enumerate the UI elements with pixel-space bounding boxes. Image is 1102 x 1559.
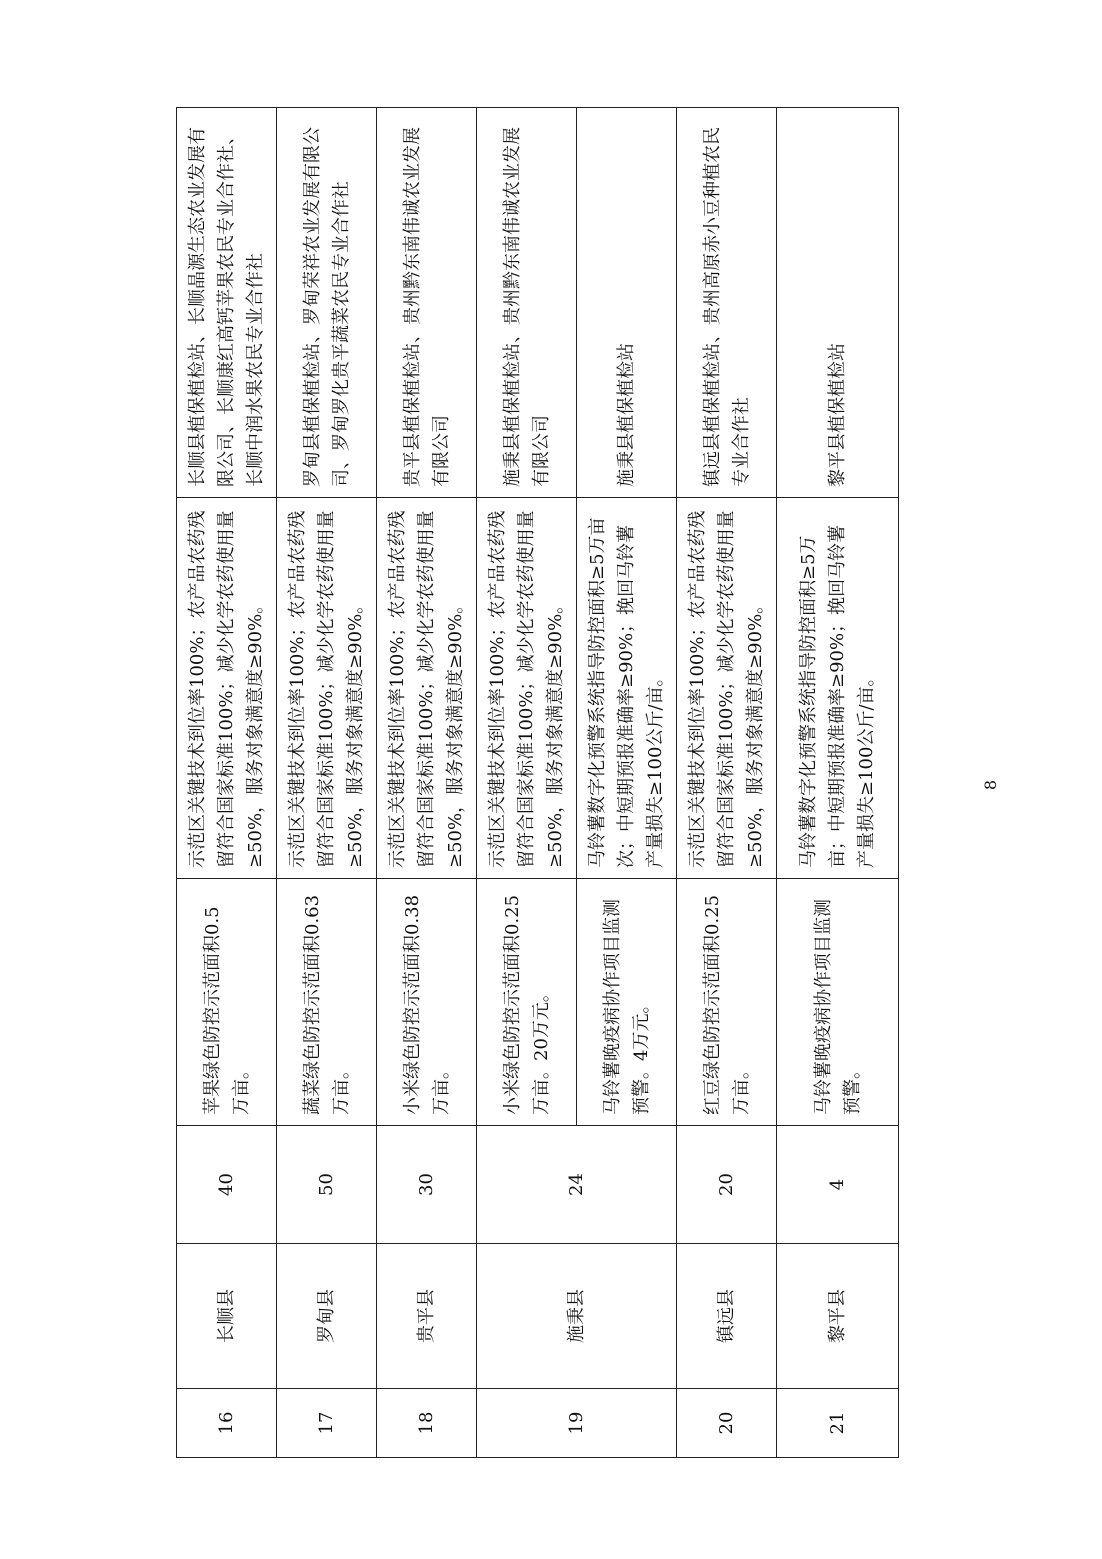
cell-units: 施秉县植保植检站、贵州黔东南伟诚农业发展有限公司 [477, 108, 577, 498]
cell-content: 蔬菜绿色防控示范面积0.63万亩。 [277, 879, 377, 1126]
rotated-table-region [176, 108, 898, 1458]
table-rotator [176, 108, 898, 1458]
cell-content: 苹果绿色防控示范面积0.5万亩。 [177, 879, 277, 1126]
cell-amount: 40 [177, 1126, 277, 1244]
cell-amount: 20 [677, 1126, 777, 1244]
cell-target: 示范区关键技术到位率100%；农产品农药残留符合国家标准100%；减少化学农药使用量≥50%，服务对象满意度≥90%。 [477, 498, 577, 879]
cell-content: 小米绿色防控示范面积0.38万亩。 [377, 879, 477, 1126]
cell-units: 罗甸县植保植检站、罗甸荣祥农业发展有限公司、罗甸罗化贵平蔬菜农民专业合作社 [277, 108, 377, 498]
cell-county: 镇远县 [677, 1244, 777, 1389]
cell-county: 施秉县 [477, 1244, 677, 1389]
cell-amount: 30 [377, 1126, 477, 1244]
table-row [477, 108, 577, 1458]
cell-county: 黎平县 [777, 1244, 899, 1389]
cell-no: 21 [777, 1389, 899, 1458]
cell-target: 示范区关键技术到位率100%；农产品农药残留符合国家标准100%；减少化学农药使用量≥50%，服务对象满意度≥90%。 [177, 498, 277, 879]
cell-county: 长顺县 [177, 1244, 277, 1389]
cell-units: 镇远县植保植检站、贵州高原赤小豆种植农民专业合作社 [677, 108, 777, 498]
table-row [277, 108, 377, 1458]
table-row [177, 108, 277, 1458]
table-row [377, 108, 477, 1458]
cell-no: 17 [277, 1389, 377, 1458]
cell-amount: 4 [777, 1126, 899, 1244]
cell-amount: 24 [477, 1126, 677, 1244]
cell-units: 长顺县植保植检站、长顺晶源生态农业发展有限公司、长顺康红高钙苹果农民专业合作社、长顺中润水果农民专业合作社 [177, 108, 277, 498]
table-row [777, 108, 899, 1458]
cell-target: 示范区关键技术到位率100%；农产品农药残留符合国家标准100%；减少化学农药使用量≥50%，服务对象满意度≥90%。 [277, 498, 377, 879]
cell-no: 19 [477, 1389, 677, 1458]
cell-county: 贵平县 [377, 1244, 477, 1389]
cell-units: 黎平县植保植检站 [777, 108, 899, 498]
cell-content: 小米绿色防控示范面积0.25万亩。20万元。 [477, 879, 577, 1126]
cell-target: 示范区关键技术到位率100%；农产品农药残留符合国家标准100%；减少化学农药使用量≥50%，服务对象满意度≥90%。 [377, 498, 477, 879]
cell-amount: 50 [277, 1126, 377, 1244]
cell-content: 红豆绿色防控示范面积0.25万亩。 [677, 879, 777, 1126]
cell-units: 施秉县植保植检站 [577, 108, 677, 498]
cell-no: 16 [177, 1389, 277, 1458]
page-number: 8 [981, 779, 1000, 791]
cell-target: 示范区关键技术到位率100%；农产品农药残留符合国家标准100%；减少化学农药使用量≥50%，服务对象满意度≥90%。 [677, 498, 777, 879]
cell-no: 20 [677, 1389, 777, 1458]
project-table [176, 107, 899, 1458]
table-row [677, 108, 777, 1458]
cell-units: 贵平县植保植检站、贵州黔东南伟诚农业发展有限公司 [377, 108, 477, 498]
cell-content: 马铃薯晚疫病协作项目监测预警。4万元。 [577, 879, 677, 1126]
cell-no: 18 [377, 1389, 477, 1458]
cell-content: 马铃薯晚疫病协作项目监测预警。 [777, 879, 899, 1126]
cell-target: 马铃薯数字化预警系统指导防控面积≥5万亩次；中短期预报准确率≥90%；挽回马铃薯产量损失≥100公斤/亩。 [577, 498, 677, 879]
cell-county: 罗甸县 [277, 1244, 377, 1389]
cell-target: 马铃薯数字化预警系统指导防控面积≥5万亩；中短期预报准确率≥90%；挽回马铃薯产量损失≥100公斤/亩。 [777, 498, 899, 879]
